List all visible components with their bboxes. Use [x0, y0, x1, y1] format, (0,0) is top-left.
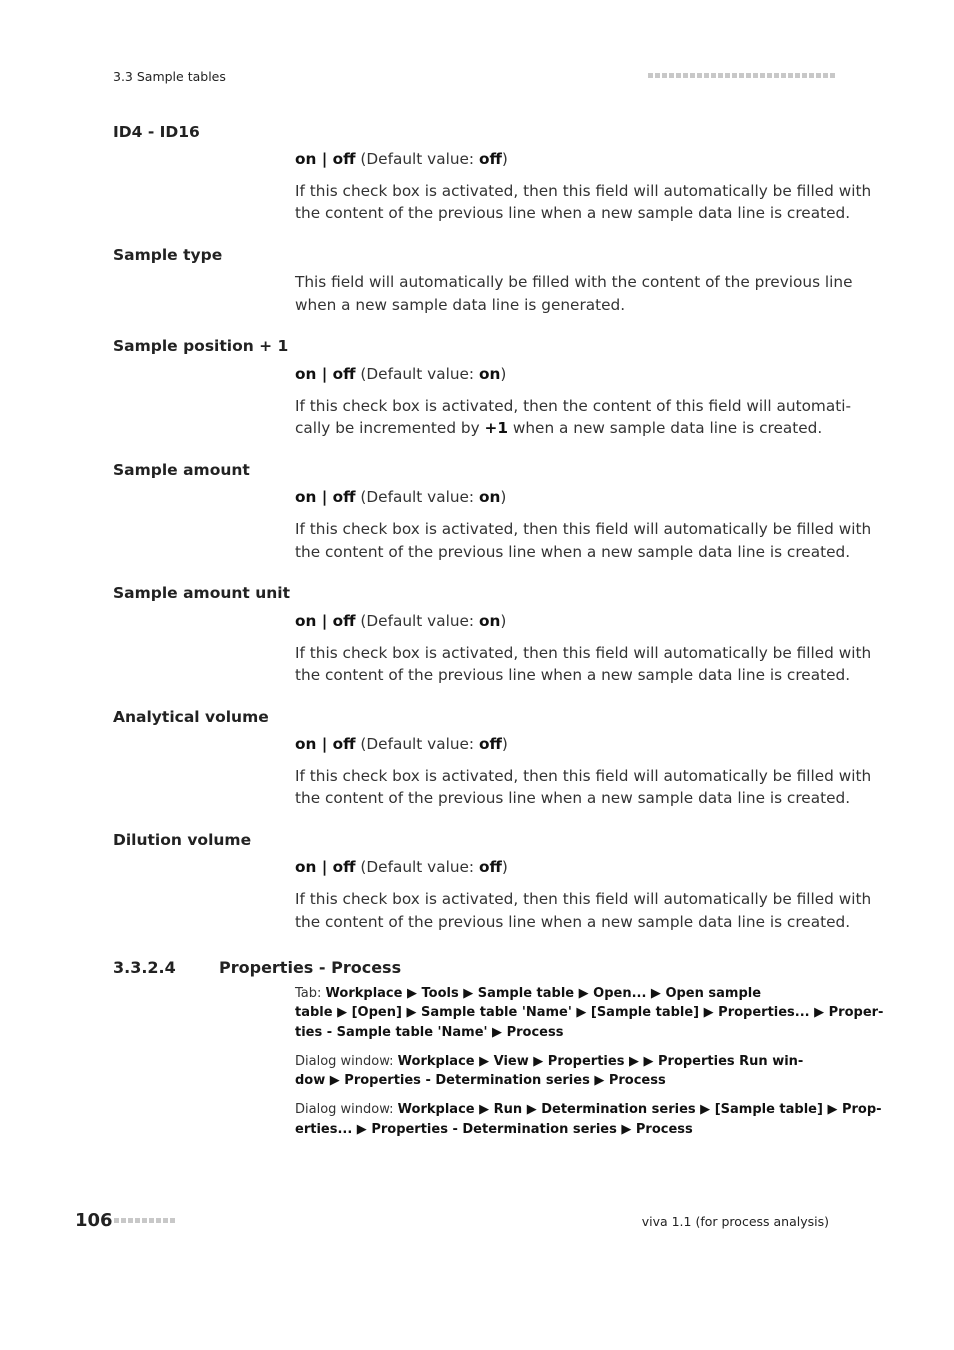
desc-dilution-volume-line2: the content of the previous line when a new sample data line is created. [295, 913, 851, 931]
path-label: Dialog window: [295, 1102, 398, 1117]
setting-dilution-volume: on | off (Default value: off) [295, 858, 508, 876]
path-tab-line3: ties - Sample table 'Name' ▶ Process [295, 1025, 564, 1040]
section-number: 3.3.2.4 [113, 958, 176, 977]
setting-analytical-volume: on | off (Default value: off) [295, 735, 508, 753]
path-dialog-view-line2: dow ▶ Properties - Determination series ▶ Process [295, 1073, 666, 1088]
term-sample-amount: Sample amount [113, 461, 250, 479]
desc-sample-position-line2: cally be incremented by +1 when a new sample data line is created. [295, 419, 823, 437]
desc-sample-amount-line2: the content of the previous line when a new sample data line is created. [295, 543, 851, 561]
desc-sample-type-line1: This field will automatically be filled with the content of the previous line [295, 273, 853, 291]
term-id4-id16: ID4 - ID16 [113, 123, 200, 141]
term-sample-position: Sample position + 1 [113, 337, 289, 355]
term-analytical-volume: Analytical volume [113, 708, 269, 726]
footer-product: viva 1.1 (for process analysis) [641, 1214, 829, 1229]
path-label: Tab: [295, 986, 326, 1001]
setting-sample-position: on | off (Default value: on) [295, 365, 507, 383]
path-dialog-run-line1: Dialog window: Workplace ▶ Run ▶ Determination series ▶ [Sample table] ▶ Prop- [295, 1102, 882, 1117]
desc-id4-id16-line1: If this check box is activated, then this field will automatically be filled with [295, 182, 872, 200]
desc-analytical-volume-line2: the content of the previous line when a new sample data line is created. [295, 789, 851, 807]
term-sample-amount-unit: Sample amount unit [113, 584, 291, 602]
desc-sample-amount-line1: If this check box is activated, then this field will automatically be filled with [295, 520, 872, 538]
desc-id4-id16-line2: the content of the previous line when a new sample data line is created. [295, 204, 851, 222]
page-number: 106 [75, 1210, 113, 1231]
setting-id4-id16: on | off (Default value: off) [295, 150, 508, 168]
desc-sample-amount-unit-line2: the content of the previous line when a new sample data line is created. [295, 666, 851, 684]
path-dialog-view-line1: Dialog window: Workplace ▶ View ▶ Properties ▶ ▶ Properties Run win- [295, 1054, 804, 1069]
path-tab-line2: table ▶ [Open] ▶ Sample table 'Name' ▶ [Sample table] ▶ Properties... ▶ Proper- [295, 1005, 884, 1020]
section-title: Properties - Process [219, 958, 402, 977]
path-dialog-run-line2: erties... ▶ Properties - Determination series ▶ Process [295, 1122, 693, 1137]
desc-sample-amount-unit-line1: If this check box is activated, then this field will automatically be filled with [295, 644, 872, 662]
setting-sample-amount: on | off (Default value: on) [295, 488, 507, 506]
path-tab-line1: Tab: Workplace ▶ Tools ▶ Sample table ▶ Open... ▶ Open sample [295, 986, 762, 1001]
running-header-section: 3.3 Sample tables [113, 69, 226, 84]
setting-sample-amount-unit: on | off (Default value: on) [295, 612, 507, 630]
desc-sample-position-line1: If this check box is activated, then the content of this field will automati- [295, 397, 851, 415]
term-sample-type: Sample type [113, 246, 223, 264]
desc-analytical-volume-line1: If this check box is activated, then this field will automatically be filled with [295, 767, 872, 785]
header-dot-bar [648, 73, 835, 78]
footer-dot-bar [114, 1218, 175, 1223]
desc-sample-type-line2: when a new sample data line is generated. [295, 296, 626, 314]
path-label: Dialog window: [295, 1054, 398, 1069]
desc-dilution-volume-line1: If this check box is activated, then this field will automatically be filled with [295, 890, 872, 908]
term-dilution-volume: Dilution volume [113, 831, 252, 849]
